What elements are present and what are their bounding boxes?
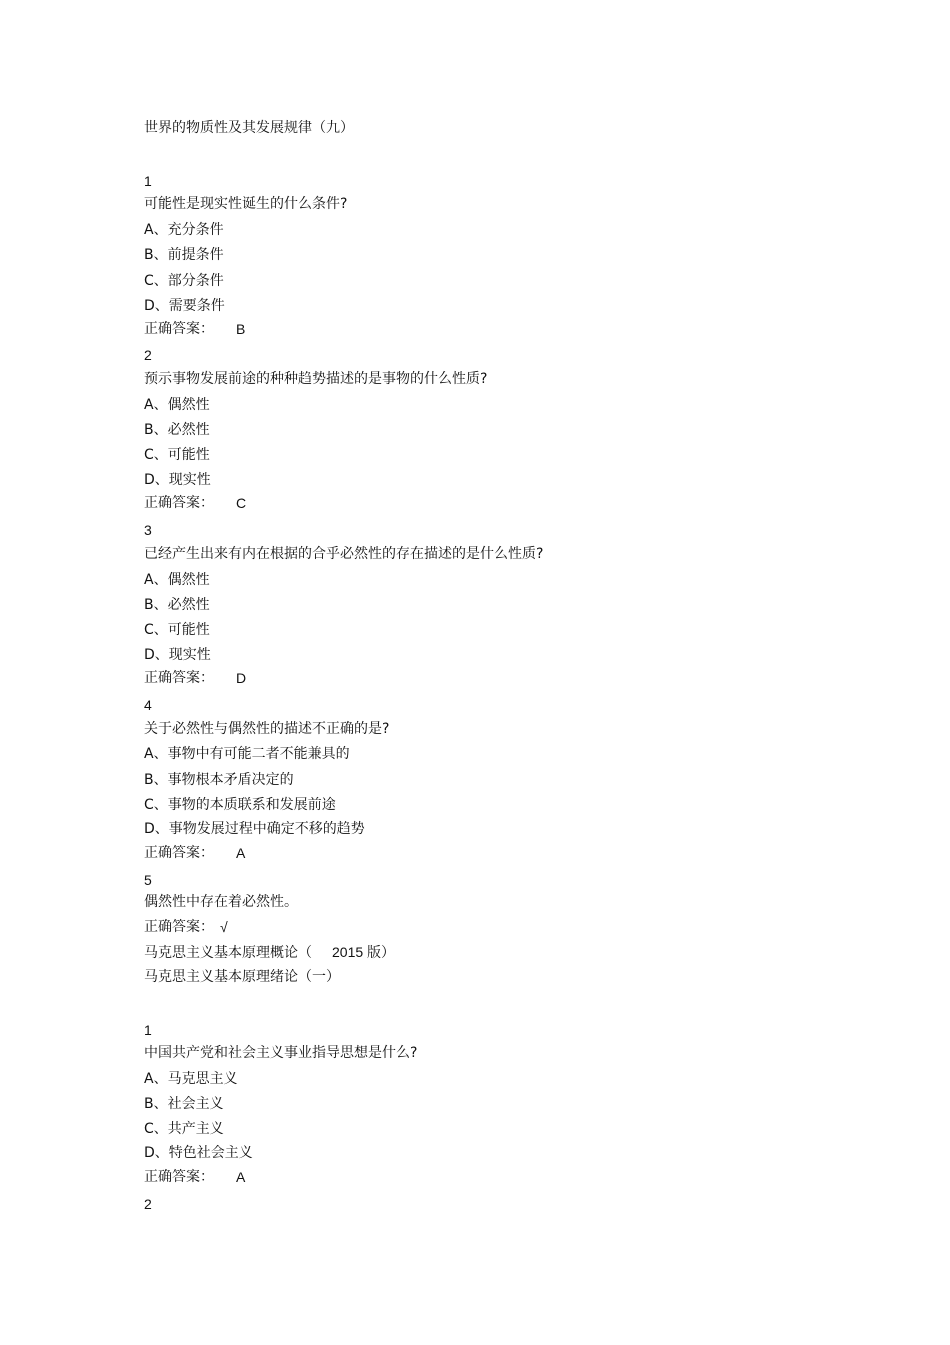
answer-label: 正确答案： [144, 845, 214, 861]
answer-value: A [236, 1169, 246, 1185]
answer-row [144, 669, 344, 687]
answer-value: √ [220, 919, 228, 935]
option-a: A、充分条件 [144, 222, 224, 238]
question-text: 中国共产党和社会主义事业指导思想是什么? [144, 1045, 418, 1061]
option-c: C、共产主义 [144, 1121, 224, 1137]
option-c: C、部分条件 [144, 273, 224, 289]
question-number: 1 [144, 173, 152, 189]
answer-label: 正确答案： [144, 919, 214, 935]
question-text: 关于必然性与偶然性的描述不正确的是? [144, 721, 390, 737]
option-d: D、现实性 [144, 472, 211, 488]
answer-row [144, 320, 344, 338]
question-number: 4 [144, 697, 152, 713]
option-b: B、社会主义 [144, 1096, 224, 1112]
answer-value: A [236, 845, 246, 861]
book-title-year: 2015 版） [332, 944, 396, 960]
question-text: 可能性是现实性诞生的什么条件? [144, 196, 348, 212]
option-d: D、事物发展过程中确定不移的趋势 [144, 821, 365, 837]
option-c: C、可能性 [144, 622, 210, 638]
option-b: B、必然性 [144, 422, 210, 438]
option-d: D、特色社会主义 [144, 1145, 253, 1161]
question-text: 预示事物发展前途的种种趋势描述的是事物的什么性质? [144, 371, 488, 387]
question-number: 2 [144, 347, 152, 363]
question-number: 2 [144, 1196, 152, 1212]
option-a: A、偶然性 [144, 572, 210, 588]
answer-label: 正确答案： [144, 321, 214, 337]
option-a: A、偶然性 [144, 397, 210, 413]
answer-label: 正确答案： [144, 1169, 214, 1185]
answer-row [144, 494, 344, 512]
option-b: B、前提条件 [144, 247, 224, 263]
option-b: B、事物根本矛盾决定的 [144, 772, 294, 788]
option-a: A、事物中有可能二者不能兼具的 [144, 746, 350, 762]
answer-value: B [236, 321, 246, 337]
answer-value: C [236, 495, 247, 511]
question-number: 3 [144, 522, 152, 538]
answer-value: D [236, 670, 247, 686]
answer-label: 正确答案： [144, 670, 214, 686]
book-title [144, 943, 395, 962]
option-c: C、事物的本质联系和发展前途 [144, 797, 336, 813]
question-number: 1 [144, 1022, 152, 1038]
section-title: 马克思主义基本原理绪论（一） [144, 969, 340, 985]
answer-row [144, 1168, 344, 1186]
option-a: A、马克思主义 [144, 1071, 238, 1087]
option-c: C、可能性 [144, 447, 210, 463]
question-text: 已经产生出来有内在根据的合乎必然性的存在描述的是什么性质? [144, 546, 544, 562]
book-title-prefix: 马克思主义基本原理概论（ [144, 945, 312, 961]
answer-row [144, 844, 344, 862]
option-d: D、现实性 [144, 647, 211, 663]
question-number: 5 [144, 872, 152, 888]
option-b: B、必然性 [144, 597, 210, 613]
section-title: 世界的物质性及其发展规律（九） [144, 120, 354, 136]
question-text: 偶然性中存在着必然性。 [144, 894, 298, 910]
answer-label: 正确答案： [144, 495, 214, 511]
answer-row [144, 918, 344, 936]
option-d: D、需要条件 [144, 298, 225, 314]
